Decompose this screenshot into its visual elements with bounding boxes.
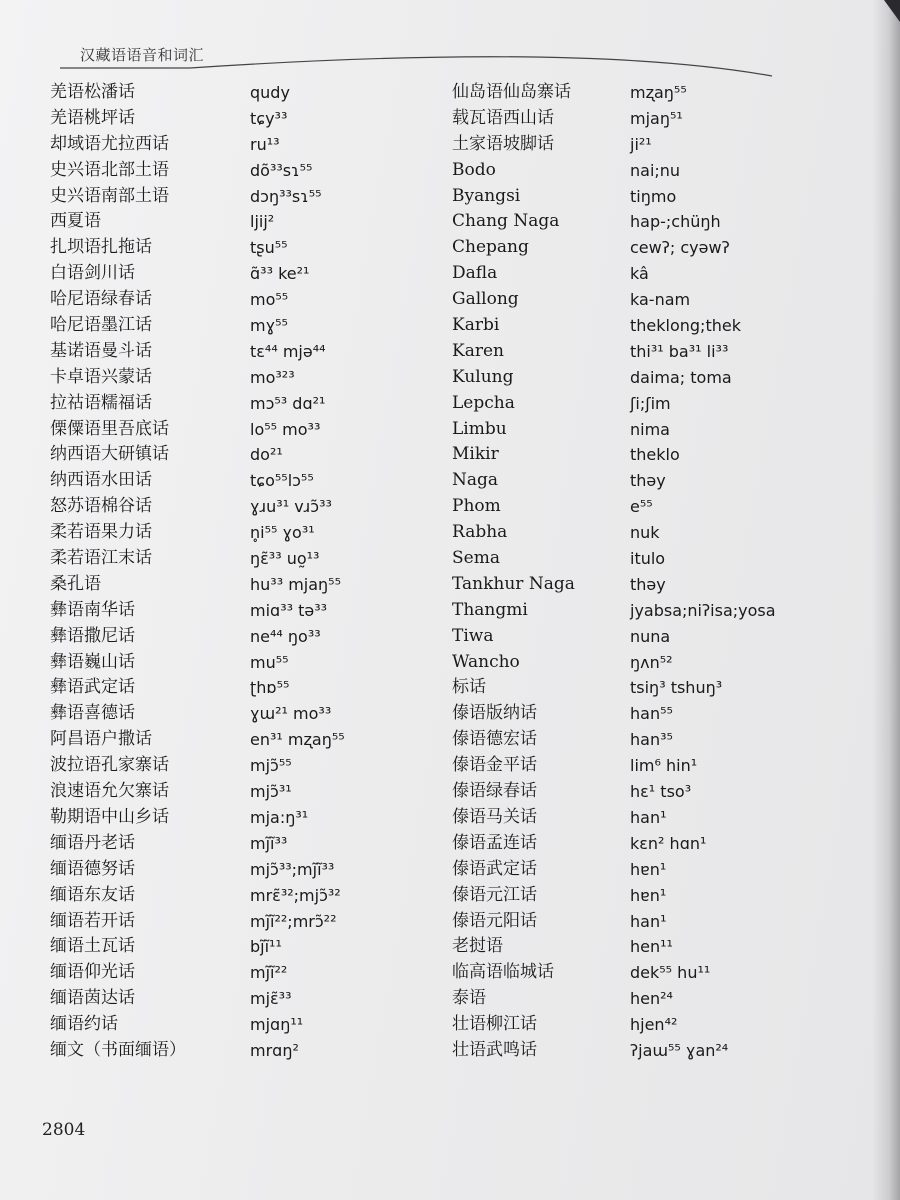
entry-row (50, 624, 440, 650)
word-form: ne⁴⁴ ŋo³³ (250, 626, 321, 646)
word-form: en³¹ mʐaŋ⁵⁵ (250, 730, 345, 750)
entry-row (452, 934, 852, 960)
entry-row (50, 701, 440, 727)
word-form: tɕy³³ (250, 108, 288, 128)
language-name: 怒苏语棉谷话 (50, 496, 152, 517)
word-form: kâ (630, 264, 649, 284)
word-form: lo⁵⁵ mo³³ (250, 419, 321, 439)
word-form: mu⁵⁵ (250, 652, 289, 672)
word-form: hɐn¹ (630, 885, 667, 905)
entry-row (452, 857, 852, 883)
word-form: mʐaŋ⁵⁵ (630, 83, 687, 102)
word-form: mj̃ĩ²²;mrɔ̃²² (250, 911, 337, 931)
language-name: Wancho (452, 651, 520, 672)
page-number: 2804 (42, 1120, 86, 1140)
entry-row (50, 468, 440, 494)
word-form: n̥i⁵⁵ ɣo³¹ (250, 523, 315, 543)
entry-row (452, 624, 852, 650)
word-form: nima (630, 419, 670, 439)
language-name: 傣语元阳话 (452, 910, 537, 931)
word-form: cewʔ; cyəwʔ (630, 238, 730, 258)
entry-row (50, 675, 440, 701)
entry-row (50, 546, 440, 572)
entry-row (50, 339, 440, 365)
page-binding-shadow (872, 0, 900, 1200)
entry-row (452, 572, 852, 598)
entry-row (50, 132, 440, 158)
entry-row (50, 857, 440, 883)
word-form: daima; toma (630, 367, 732, 387)
entry-row (50, 727, 440, 753)
language-name: Karbi (452, 315, 500, 336)
language-name: Gallong (452, 289, 519, 310)
language-name: 西夏语 (50, 211, 101, 232)
entry-row (50, 184, 440, 210)
entry-row (452, 468, 852, 494)
entry-row (452, 909, 852, 935)
entry-row (50, 494, 440, 520)
language-name: 老挝语 (452, 936, 503, 957)
entry-row (452, 158, 852, 184)
word-form: mɔ⁵³ dɑ²¹ (250, 393, 326, 413)
entry-row (50, 753, 440, 779)
entry-row (452, 261, 852, 287)
language-name: 史兴语南部土语 (50, 185, 169, 206)
word-form: hen²⁴ (630, 989, 673, 1009)
language-name: 傣语绿春话 (452, 781, 537, 802)
entry-row (452, 106, 852, 132)
entry-row (452, 287, 852, 313)
entry-row (452, 650, 852, 676)
language-name: 缅语丹老话 (50, 832, 135, 853)
language-name: 柔若语果力话 (50, 522, 152, 543)
language-name: Rabha (452, 522, 508, 543)
language-name: 柔若语江末话 (50, 548, 152, 569)
word-form: tsiŋ³ tshuŋ³ (630, 678, 723, 698)
language-name: 哈尼语绿春话 (50, 289, 152, 310)
language-name: 缅语茵达话 (50, 988, 135, 1009)
word-form: itulo (630, 549, 666, 569)
word-form: tɕo⁵⁵lɔ⁵⁵ (250, 471, 314, 491)
entry-row (50, 1038, 440, 1064)
word-form: han³⁵ (630, 730, 673, 750)
language-name: Naga (452, 470, 499, 491)
language-name: 哈尼语墨江话 (50, 315, 152, 336)
entry-row (50, 805, 440, 831)
word-form: han⁵⁵ (630, 704, 673, 724)
left-column (50, 80, 440, 1064)
word-form: ji²¹ (630, 134, 652, 154)
word-form: ɣɯ²¹ mo³³ (250, 704, 332, 724)
word-form: mjɔ̃⁵⁵ (250, 756, 292, 776)
word-form: dɔŋ³³sɿ⁵⁵ (250, 186, 322, 206)
language-name: 彝语喜德话 (50, 703, 135, 724)
entry-row (50, 158, 440, 184)
language-name: Kulung (452, 366, 514, 387)
word-form: hu³³ mjaŋ⁵⁵ (250, 574, 341, 594)
language-name: Dafla (452, 263, 498, 284)
language-name: 傣语武定话 (452, 858, 537, 879)
word-form: thəy (630, 471, 666, 491)
entry-row (452, 1012, 852, 1038)
entry-row (50, 287, 440, 313)
entry-row (452, 675, 852, 701)
word-form: bj̃ĩ¹¹ (250, 937, 282, 957)
language-name: 临高语临城话 (452, 962, 554, 983)
language-name: 傣语版纳话 (452, 703, 537, 724)
word-form: mɣ⁵⁵ (250, 316, 288, 336)
language-name: 土家语坡脚话 (452, 133, 554, 154)
language-name: Mikir (452, 444, 499, 465)
entry-row (452, 727, 852, 753)
entry-row (452, 209, 852, 235)
language-name: 缅语约话 (50, 1014, 118, 1035)
word-form: mjaŋ⁵¹ (630, 108, 683, 128)
entry-row (452, 1038, 852, 1064)
language-name: Tiwa (452, 625, 494, 646)
entry-row (452, 520, 852, 546)
language-name: 仙岛语仙岛寨话 (452, 82, 571, 102)
entry-row (50, 650, 440, 676)
entry-row (452, 701, 852, 727)
language-name: 阿昌语户撒话 (50, 729, 152, 750)
entry-row (452, 805, 852, 831)
language-name: 拉祜语糯福话 (50, 392, 152, 413)
word-form: thəy (630, 574, 666, 594)
entry-row (452, 339, 852, 365)
word-form: ŋʌn⁵² (630, 652, 673, 672)
word-form: jyabsa;niʔisa;yosa (630, 600, 776, 620)
language-name: Tankhur Naga (452, 573, 575, 594)
word-form: miɑ³³ tə³³ (250, 600, 328, 620)
language-name: 标话 (452, 677, 486, 698)
entry-row (50, 598, 440, 624)
right-column (452, 80, 852, 1064)
word-form: kɛn² hɑn¹ (630, 833, 707, 853)
language-name: 缅语东友话 (50, 884, 135, 905)
entry-row (50, 235, 440, 261)
language-name: 壮语柳江话 (452, 1014, 537, 1035)
word-form: do²¹ (250, 445, 283, 465)
language-name: 彝语巍山话 (50, 651, 135, 672)
language-name: 扎坝语扎拖话 (50, 237, 152, 258)
language-name: Phom (452, 496, 501, 517)
language-name: 缅语仰光话 (50, 962, 135, 983)
word-form: mjɔ̃³³;mj̃ĩ³³ (250, 859, 335, 879)
entry-row (50, 442, 440, 468)
word-form: ŋɛ̃³³ uo̰¹³ (250, 549, 320, 569)
word-form: mo⁵⁵ (250, 290, 289, 310)
language-name: Sema (452, 548, 500, 569)
word-form: mjɔ̃³¹ (250, 782, 292, 802)
entry-row (452, 883, 852, 909)
entry-row (452, 598, 852, 624)
entry-row (50, 909, 440, 935)
language-name: 卡卓语兴蒙话 (50, 366, 152, 387)
language-name: 缅语德努话 (50, 858, 135, 879)
word-form: lim⁶ hin¹ (630, 756, 698, 776)
page-corner-edge (884, 0, 900, 22)
language-name: 缅语土瓦话 (50, 936, 135, 957)
language-name: 傣语元江话 (452, 884, 537, 905)
language-name: Byangsi (452, 185, 521, 206)
word-form: tiŋmo (630, 186, 677, 206)
entry-row (50, 391, 440, 417)
language-name: Lepcha (452, 392, 515, 413)
language-name: Chepang (452, 237, 529, 258)
word-form: hjen⁴² (630, 1015, 678, 1035)
entry-row (50, 960, 440, 986)
word-form: mjɑŋ¹¹ (250, 1015, 304, 1035)
language-name: 纳西语水田话 (50, 470, 152, 491)
word-form: hɐn¹ (630, 859, 667, 879)
language-name: 史兴语北部土语 (50, 159, 169, 180)
language-name: 羌语桃坪话 (50, 107, 135, 128)
language-name: 纳西语大研镇话 (50, 444, 169, 465)
language-name: 泰语 (452, 988, 486, 1009)
entry-row (452, 494, 852, 520)
word-form: mj̃ĩ²² (250, 963, 288, 983)
word-form: hɛ¹ tso³ (630, 782, 692, 802)
word-form: hap-;chüŋh (630, 212, 721, 232)
word-form: nai;nu (630, 160, 681, 180)
word-form: e⁵⁵ (630, 497, 653, 517)
running-header: 汉藏语语音和词汇 (80, 46, 205, 64)
language-name: Thangmi (452, 599, 528, 620)
entry-row (50, 1012, 440, 1038)
word-form: ka-nam (630, 290, 691, 310)
language-name: 却域语尤拉西话 (50, 133, 169, 154)
entry-row (50, 417, 440, 443)
entry-row (452, 831, 852, 857)
word-form: hen¹¹ (630, 937, 673, 957)
word-form: thi³¹ ba³¹ li³³ (630, 341, 729, 361)
language-name: 基诺语曼斗话 (50, 340, 152, 361)
word-form: mrɛ̃³²;mjɔ̃³² (250, 885, 341, 905)
entry-row (50, 106, 440, 132)
entry-row (452, 960, 852, 986)
entry-row (452, 442, 852, 468)
language-name: 白语剑川话 (50, 263, 135, 284)
language-name: Chang Naga (452, 211, 560, 232)
language-name: Limbu (452, 418, 507, 439)
word-form: theklong;thek (630, 316, 741, 336)
language-name: 彝语撒尼话 (50, 625, 135, 646)
entry-row (50, 209, 440, 235)
language-name: 桑孔语 (50, 573, 101, 594)
entry-row (452, 391, 852, 417)
word-form: nuk (630, 523, 660, 543)
language-name: 傣语金平话 (452, 755, 537, 776)
language-name: 傣语孟连话 (452, 832, 537, 853)
word-form: mo³²³ (250, 367, 295, 387)
word-form: ɣɹu³¹ vɹɔ̃³³ (250, 497, 332, 517)
word-form: dek⁵⁵ hu¹¹ (630, 963, 711, 983)
language-name: 波拉语孔家寨话 (50, 755, 169, 776)
word-form: ʔjaɯ⁵⁵ ɣan²⁴ (630, 1040, 729, 1060)
entry-row (452, 546, 852, 572)
language-name: 浪速语允欠寨话 (50, 781, 169, 802)
word-form: dõ³³sɿ⁵⁵ (250, 160, 313, 180)
word-form: tɛ⁴⁴ mjə⁴⁴ (250, 341, 326, 361)
word-form: theklo (630, 445, 680, 465)
entry-row (50, 80, 440, 106)
word-form: mrɑŋ² (250, 1040, 299, 1060)
entry-row (452, 417, 852, 443)
word-form: ʃi;ʃim (630, 393, 671, 413)
word-form: tʂu⁵⁵ (250, 238, 288, 258)
entry-row (50, 934, 440, 960)
language-name: 缅语若开话 (50, 910, 135, 931)
entry-row (452, 779, 852, 805)
language-name: 缅文（书面缅语） (50, 1039, 186, 1060)
word-form: ru¹³ (250, 134, 280, 154)
language-name: 傣语马关话 (452, 806, 537, 827)
entry-row (50, 986, 440, 1012)
word-form: ljij² (250, 212, 275, 232)
word-form: mjɛ̃³³ (250, 989, 292, 1009)
word-form: nuna (630, 626, 671, 646)
entry-row (452, 80, 852, 106)
word-form: qudy (250, 83, 290, 102)
entry-row (452, 235, 852, 261)
language-name: 羌语松潘话 (50, 82, 135, 102)
word-form: han¹ (630, 911, 667, 931)
word-form: ʈhɒ⁵⁵ (250, 678, 290, 698)
entry-row (452, 753, 852, 779)
entry-row (50, 520, 440, 546)
word-form: mj̃ĩ³³ (250, 833, 288, 853)
word-form: mja:ŋ³¹ (250, 807, 309, 827)
language-name: 壮语武鸣话 (452, 1039, 537, 1060)
entry-row (452, 184, 852, 210)
language-name: Karen (452, 340, 504, 361)
entry-row (452, 365, 852, 391)
language-name: 傈僳语里吾底话 (50, 418, 169, 439)
entry-row (452, 986, 852, 1012)
entry-row (452, 313, 852, 339)
entry-row (50, 572, 440, 598)
word-form: han¹ (630, 807, 667, 827)
entry-row (50, 313, 440, 339)
language-name: 载瓦语西山话 (452, 107, 554, 128)
entry-row (50, 365, 440, 391)
entry-row (50, 779, 440, 805)
entry-row (50, 261, 440, 287)
entry-row (50, 883, 440, 909)
language-name: 勒期语中山乡话 (50, 806, 169, 827)
word-form: ɑ̃³³ ke²¹ (250, 264, 310, 284)
language-name: 傣语德宏话 (452, 729, 537, 750)
language-name: 彝语南华话 (50, 599, 135, 620)
language-name: Bodo (452, 159, 496, 180)
entry-row (452, 132, 852, 158)
language-name: 彝语武定话 (50, 677, 135, 698)
entry-row (50, 831, 440, 857)
